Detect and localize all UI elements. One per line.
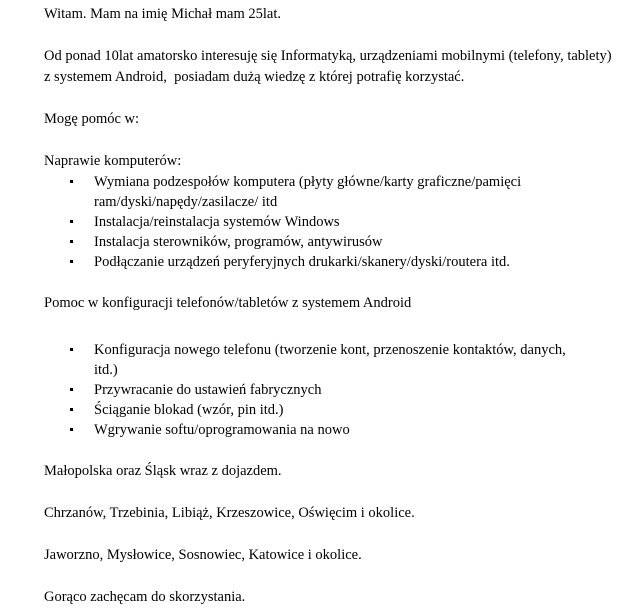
- paragraph-spacer: [44, 130, 620, 151]
- list-item-label: Wymiana podzespołów komputera (płyty główne/karty graficzne/pamięci ram/dyski/napędy/zasilacze/ itd: [94, 174, 522, 210]
- paragraph-spacer: [44, 440, 620, 461]
- about-paragraph: Od ponad 10lat amatorsko interesuję się Informatyką, urządzeniami mobilnymi (telefony, tablety) z systemem Android, posiadam dużą wiedzę z której potrafię korzystać.: [44, 48, 616, 85]
- bullet-icon: [70, 428, 73, 431]
- list-item: [44, 232, 620, 252]
- list-item: [44, 252, 620, 272]
- bullet-icon: [70, 388, 73, 391]
- list-item-label: Wgrywanie softu/oprogramowania na nowo: [94, 422, 350, 438]
- paragraph-spacer: [44, 88, 620, 109]
- closing-paragraph: Gorąco zachęcam do skorzystania.: [44, 589, 246, 605]
- cities-paragraph-1: Chrzanów, Trzebinia, Libiąż, Krzeszowice, Oświęcim i okolice.: [44, 505, 415, 521]
- service-region-paragraph: Małopolska oraz Śląsk wraz z dojazdem.: [44, 463, 282, 479]
- paragraph-spacer: [44, 25, 620, 46]
- list-item-label: Przywracanie do ustawień fabrycznych: [94, 382, 322, 398]
- computers-section-heading: Naprawie komputerów:: [44, 153, 182, 169]
- paragraph-spacer: [44, 272, 620, 293]
- list-item-label: Instalacja sterowników, programów, antywirusów: [94, 234, 383, 250]
- android-section-heading: Pomoc w konfiguracji telefonów/tabletów z systemem Android: [44, 295, 412, 311]
- paragraph-spacer: [44, 314, 620, 340]
- list-item-label: Podłączanie urządzeń peryferyjnych drukarki/skanery/dyski/routera itd.: [94, 254, 510, 270]
- bullet-icon: [70, 408, 73, 411]
- list-item-label: Instalacja/reinstalacja systemów Windows: [94, 214, 340, 230]
- cities-paragraph-2: Jaworzno, Mysłowice, Sosnowiec, Katowice i okolice.: [44, 547, 362, 563]
- list-item-label: Ściąganie blokad (wzór, pin itd.): [94, 402, 284, 418]
- paragraph-spacer: [44, 524, 620, 545]
- list-item: [44, 380, 620, 400]
- paragraph-spacer: [44, 566, 620, 587]
- bullet-icon: [70, 240, 73, 243]
- paragraph-spacer: [44, 482, 620, 503]
- list-item-label: Konfiguracja nowego telefonu (tworzenie kont, przenoszenie kontaktów, danych, itd.): [94, 342, 566, 378]
- offer-lead-paragraph: Mogę pomóc w:: [44, 111, 140, 127]
- list-item: [44, 400, 620, 420]
- list-item: [44, 212, 620, 232]
- list-item: [44, 420, 620, 440]
- list-item: [44, 340, 620, 380]
- bullet-icon: [70, 348, 73, 351]
- bullet-icon: [70, 220, 73, 223]
- greeting-paragraph: Witam. Mam na imię Michał mam 25lat.: [44, 6, 281, 22]
- bullet-icon: [70, 260, 73, 263]
- bullet-icon: [70, 180, 73, 183]
- list-item: [44, 172, 620, 212]
- android-service-list: [44, 340, 620, 440]
- computers-service-list: [44, 172, 620, 272]
